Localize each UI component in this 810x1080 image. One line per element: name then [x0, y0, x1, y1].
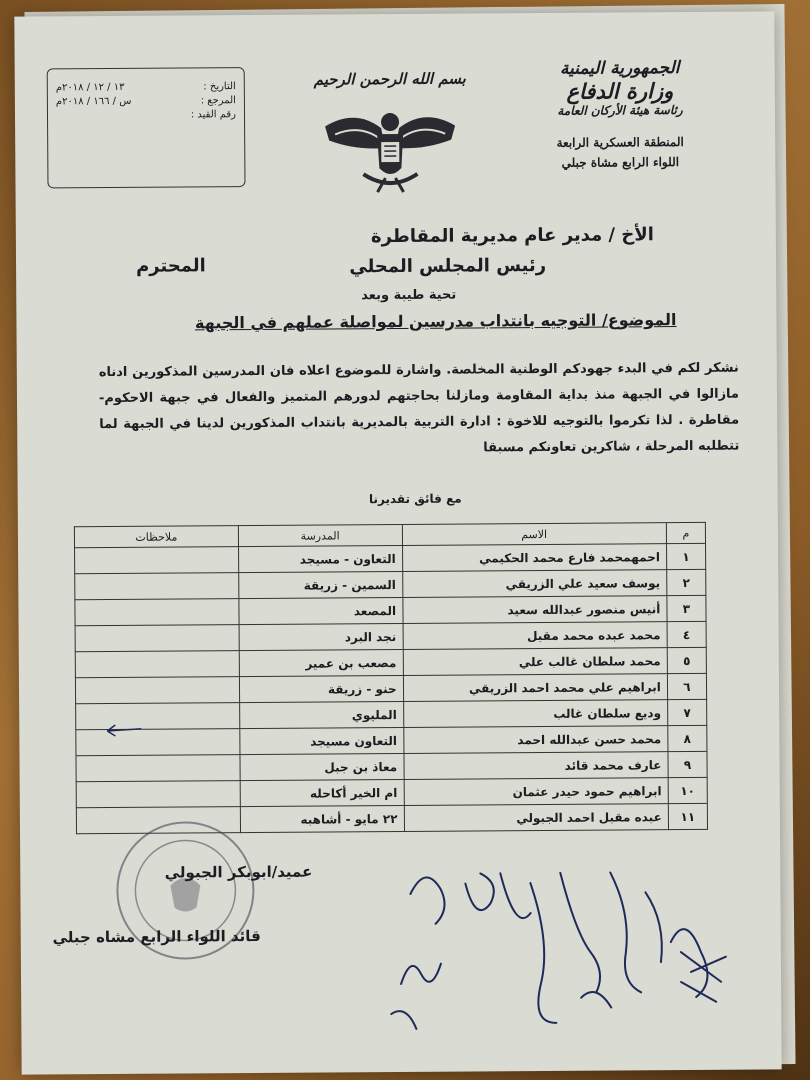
col-header-school: المدرسة [238, 524, 402, 546]
row-number: ١١ [668, 803, 707, 829]
date-value: ١٣ / ١٢ / ٢٠١٨م [55, 81, 125, 94]
notes-cell [76, 703, 240, 730]
row-number: ٤ [667, 621, 706, 647]
school-name: التعاون - مسيجد [238, 545, 402, 572]
addressee-line-1: الأخ / مدير عام مديرية المقاطرة [370, 224, 654, 248]
school-name: ٢٢ مايو - أشاهبه [240, 805, 404, 832]
ref-value: س / ١٦٦ / ٢٠١٨م [55, 95, 132, 108]
teachers-table [74, 522, 708, 834]
col-header-name: الاسم [402, 523, 666, 546]
notes-cell [76, 755, 240, 782]
reference-box [47, 67, 246, 188]
teacher-name: عبده مقبل احمد الجبولي [404, 804, 668, 832]
respected-label: المحترم [135, 255, 206, 277]
republic-name: الجمهورية اليمنية [559, 58, 680, 79]
school-name: السمين - زريقة [239, 571, 403, 598]
basmala: بسم الله الرحمن الرحيم [313, 69, 466, 89]
school-name: التعاون مسيجد [240, 727, 404, 754]
notes-cell [76, 781, 240, 808]
signatory-name: عميد/ابوبكر الجبولي [164, 862, 313, 882]
row-number: ٥ [667, 647, 706, 673]
teacher-name: يوسف سعيد علي الزريقي [402, 570, 666, 598]
row-number: ١٠ [668, 777, 707, 803]
eagle-emblem-icon [315, 88, 466, 199]
subject-line: الموضوع/ التوجيه بانتداب مدرسين لمواصلة عملهم في الجبهة [194, 310, 677, 333]
brigade-name: اللواء الرابع مشاة جبلي [561, 155, 680, 170]
teacher-name: ابراهيم حمود حيدر عثمان [404, 778, 668, 806]
signatory-title: قائد اللواء الرابع مشاه جبلي [52, 926, 261, 947]
teacher-name: احمهمحمد فارع محمد الحكيمي [402, 544, 666, 572]
letter-page [14, 11, 781, 1074]
attach-label: رقم القيد : [190, 109, 237, 121]
school-name: ام الخير أكاحله [240, 779, 404, 806]
row-number: ٨ [668, 725, 707, 751]
letter-body: نشكر لكم في البدء جهودكم الوطنية المخلصة. واشارة للموضوع اعلاه فان المدرسين المذكورين ادناه مازالوا في الجبهة منذ بداية المقاومة ومازلنا بحاجتهم لدورهم المتميز والفعال في جبهة الاحكوم- مقاطرة . لذا تكرموا بالتوجيه للاخوة : ادارة التربية بالمديرية بانتداب المذكورين لدينا في الجبهة لما تتطلبه المرحلة ، شاكرين تعاونكم مسبقا [98, 360, 740, 456]
teacher-name: أنيس منصور عبدالله سعيد [402, 596, 666, 624]
school-name: معاذ بن جبل [240, 753, 404, 780]
notes-cell [75, 677, 239, 704]
notes-cell [75, 573, 239, 600]
letterhead [505, 58, 736, 171]
emblem-area [305, 69, 476, 202]
notes-cell [75, 599, 239, 626]
teacher-name: عارف محمد قائد [404, 752, 668, 780]
school-name: حنو - زريقة [239, 675, 403, 702]
row-number: ١ [666, 543, 705, 569]
row-number: ٢ [667, 569, 706, 595]
row-number: ٦ [667, 673, 706, 699]
notes-cell [76, 729, 240, 756]
row-number: ٩ [668, 751, 707, 777]
row-number: ٣ [667, 595, 706, 621]
teacher-name: محمد حسن عبدالله احمد [403, 726, 667, 754]
school-name: المليوي [239, 701, 403, 728]
notes-cell [75, 547, 239, 574]
row-number: ٧ [667, 699, 706, 725]
school-name: المصعد [239, 597, 403, 624]
col-header-notes: ملاحظات [74, 526, 238, 548]
teacher-name: محمد سلطان غالب علي [403, 648, 667, 676]
teacher-name: وديع سلطان غالب [403, 700, 667, 728]
teacher-name: محمد عبده محمد مقبل [403, 622, 667, 650]
col-header-num: م [666, 522, 705, 543]
ministry-name: وزارة الدفاع [566, 78, 674, 104]
handwritten-annotations-icon [380, 832, 742, 1055]
region-name: المنطقة العسكرية الرابعة [556, 134, 684, 150]
closing-line: مع فائق تقديرنا [368, 491, 462, 507]
handwritten-arrow-icon [103, 720, 143, 740]
notes-cell [75, 625, 239, 652]
school-name: نجد البرد [239, 623, 403, 650]
teacher-name: ابراهيم علي محمد احمد الزريقي [403, 674, 667, 702]
ref-label: المرجع : [200, 95, 236, 107]
notes-cell [75, 651, 239, 678]
date-label: التاريخ : [203, 81, 236, 93]
staff-name: رئاسة هيئة الأركان العامة [557, 103, 683, 118]
school-name: مصعب بن عمير [239, 649, 403, 676]
greeting: تحية طيبة وبعد [361, 287, 457, 304]
addressee-line-2: رئيس المجلس المحلي [349, 254, 547, 278]
